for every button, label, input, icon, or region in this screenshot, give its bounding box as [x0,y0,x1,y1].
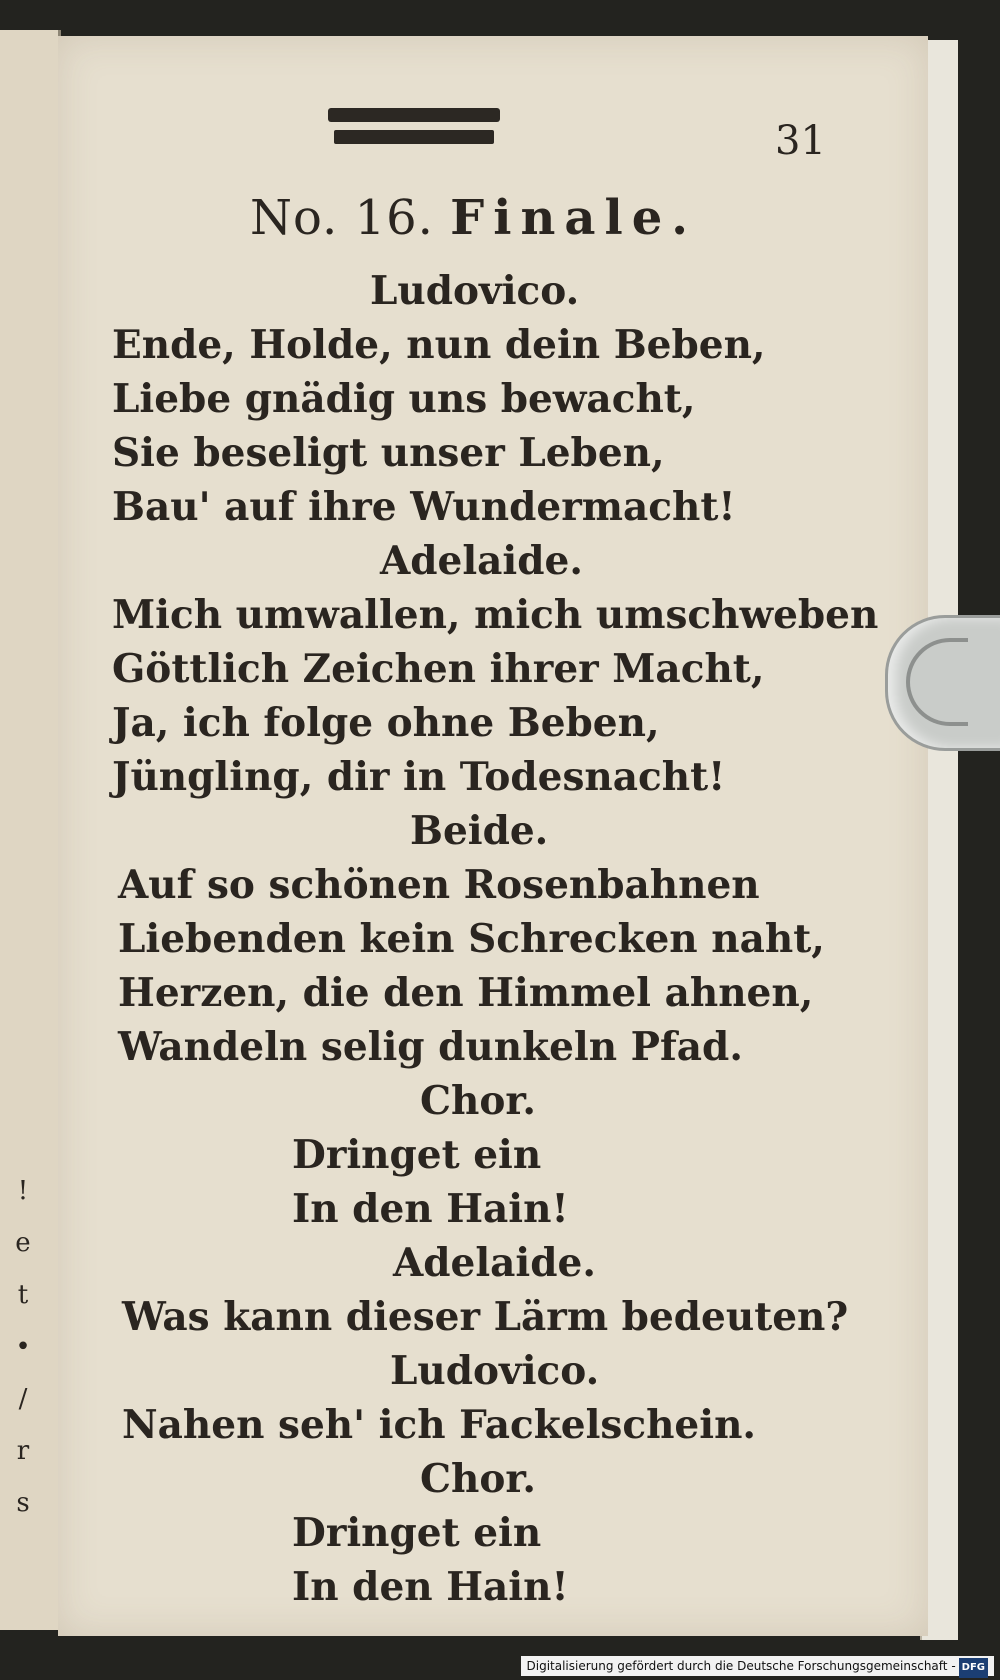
verse-line: Mich umwallen, mich umschweben [112,592,879,638]
verse-line: Bau' auf ihre Wundermacht! [112,484,736,530]
verse-line: In den Hain! [292,1186,569,1232]
margin-glyph: t [17,1280,29,1310]
verse-line: Ende, Holde, nun dein Beben, [112,322,766,368]
speaker-label: Chor. [420,1078,536,1124]
ornamental-rule [328,108,500,152]
speaker-label: Ludovico. [370,268,580,314]
margin-glyph: e [15,1228,31,1258]
page-number: 31 [775,118,826,164]
facing-page-edge [0,30,61,1630]
verse-line: Liebenden kein Schrecken naht, [118,916,825,962]
verse-line: Herzen, die den Himmel ahnen, [118,970,814,1016]
facing-page-glyphs [8,1165,38,1529]
speaker-label: Adelaide. [380,538,583,584]
dfg-logo: DFG [959,1658,988,1678]
verse-line: Dringet ein [292,1510,542,1556]
heading-number: No. 16. [250,190,434,246]
verse-line: Göttlich Zeichen ihrer Macht, [112,646,765,692]
margin-glyph: / [18,1384,28,1414]
speaker-label: Ludovico. [390,1348,600,1394]
verse-line: Ja, ich folge ohne Beben, [112,700,660,746]
page-clip [885,615,1000,751]
speaker-label: Adelaide. [393,1240,596,1286]
verse-line: Liebe gnädig uns bewacht, [112,376,696,422]
margin-glyph: • [15,1332,31,1362]
margin-glyph: r [16,1436,30,1466]
verse-line: Nahen seh' ich Fackelschein. [122,1402,756,1448]
heading-title: Finale. [450,190,697,246]
digitization-credit [521,1656,995,1676]
speaker-label: Beide. [410,808,549,854]
credit-text: Digitalisierung gefördert durch die Deutsche Forschungsgemeinschaft - [526,1659,956,1673]
verse-line: Wandeln selig dunkeln Pfad. [118,1024,743,1070]
margin-glyph: ! [17,1176,29,1206]
verse-line: Jüngling, dir in Todesnacht! [112,754,726,800]
verse-line: Sie beseligt unser Leben, [112,430,665,476]
section-heading [250,190,697,246]
verse-line: Was kann dieser Lärm bedeuten? [122,1294,849,1340]
speaker-label: Chor. [420,1456,536,1502]
verse-line: In den Hain! [292,1564,569,1610]
verse-line: Dringet ein [292,1132,542,1178]
margin-glyph: s [16,1488,30,1518]
verse-line: Auf so schönen Rosenbahnen [118,862,760,908]
